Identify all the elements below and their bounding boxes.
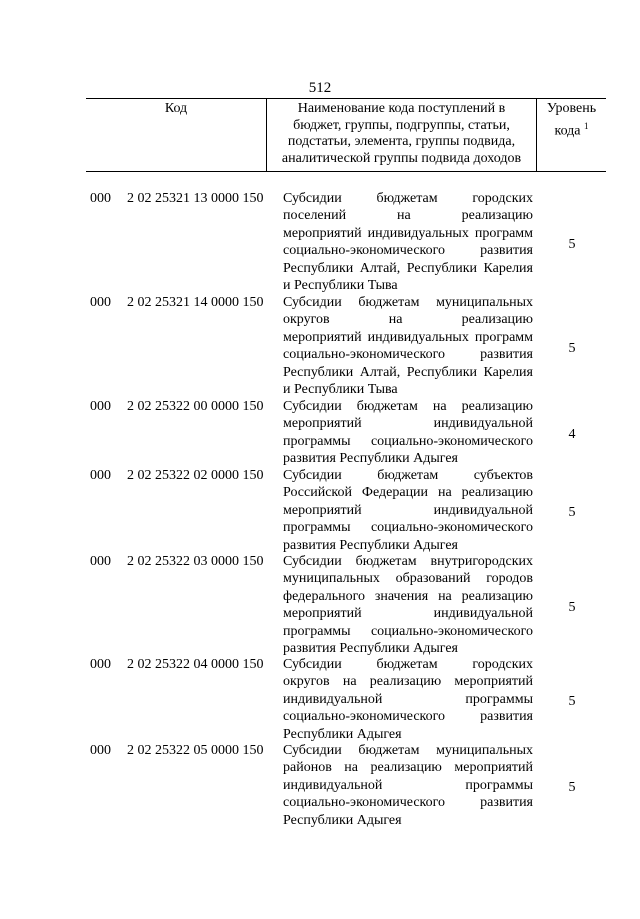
income-name-line: округов на реализацию <box>283 312 533 328</box>
income-code: 2 02 25322 00 0000 150 <box>127 399 264 414</box>
header-level <box>537 101 606 140</box>
income-name-line: мероприятий индивидуальной <box>283 606 533 622</box>
income-name-line: социально-экономического развития <box>283 347 533 363</box>
header-name-line: подстатьи, элемента, группы подвида, <box>287 134 516 149</box>
classifier-code: 000 <box>90 657 111 672</box>
income-name-line: и Республики Тыва <box>283 382 398 398</box>
income-name-line: Субсидии бюджетам на реализацию <box>283 399 533 414</box>
income-name-line: федерального значения на реализацию <box>283 588 533 604</box>
income-name-line: Субсидии бюджетам муниципальных <box>283 295 533 310</box>
header-code: Код <box>164 101 188 116</box>
income-name-line: округов на реализацию мероприятий <box>283 674 533 690</box>
table-header <box>86 98 606 172</box>
header-name <box>267 101 536 167</box>
header-name-line: аналитической группы подвида доходов <box>281 150 522 166</box>
income-name-line: социально-экономического развития <box>283 709 533 725</box>
code-level: 5 <box>568 237 576 252</box>
income-name <box>283 656 533 743</box>
header-level-text: кода <box>554 123 581 139</box>
income-name-line: мероприятий индивидуальной <box>283 502 533 518</box>
income-name-line: развития Республики Адыгея <box>283 641 458 657</box>
classifier-code: 000 <box>90 191 111 206</box>
code-level: 5 <box>568 600 576 615</box>
income-code: 2 02 25322 03 0000 150 <box>127 554 264 569</box>
income-name-line: районов на реализацию мероприятий <box>283 760 533 776</box>
classifier-code: 000 <box>90 468 111 483</box>
income-name-line: Субсидии бюджетам муниципальных <box>283 743 533 758</box>
income-code: 2 02 25322 04 0000 150 <box>127 657 264 672</box>
income-name-line: Субсидии бюджетам городских <box>283 657 533 672</box>
income-name-line: программы социально-экономического <box>283 623 533 639</box>
income-name-line: Российской Федерации на реализацию <box>283 485 533 501</box>
income-code: 2 02 25321 14 0000 150 <box>127 295 264 310</box>
classifier-code: 000 <box>90 743 111 758</box>
income-name-line: развития Республики Адыгея <box>283 451 458 467</box>
code-level: 5 <box>568 341 576 356</box>
page-number: 512 <box>308 80 332 96</box>
income-name-line: Субсидии бюджетам субъектов <box>283 468 533 483</box>
header-level-line <box>537 118 606 140</box>
income-name-line: Субсидии бюджетам внутригородских <box>283 554 533 569</box>
income-name <box>283 467 533 554</box>
code-level: 5 <box>568 505 576 520</box>
code-level: 4 <box>568 427 576 442</box>
income-name-line: программы социально-экономического <box>283 520 533 536</box>
header-level-line: Уровень <box>546 101 597 116</box>
income-name-line: развития Республики Адыгея <box>283 537 458 553</box>
income-name-line: программы социально-экономического <box>283 433 533 449</box>
income-name-line: мероприятий индивидуальной <box>283 416 533 432</box>
income-name-line: Республики Алтай, Республики Карелия <box>283 260 533 276</box>
income-name-line: Республики Адыгея <box>283 726 402 742</box>
income-code: 2 02 25322 05 0000 150 <box>127 743 264 758</box>
code-level: 5 <box>568 780 576 795</box>
income-name-line: мероприятий индивидуальных программ <box>283 329 533 345</box>
classifier-code: 000 <box>90 399 111 414</box>
income-name-line: социально-экономического развития <box>283 243 533 259</box>
header-name-line: Наименование кода поступлений в <box>297 101 506 116</box>
income-code: 2 02 25321 13 0000 150 <box>127 191 264 206</box>
code-level: 5 <box>568 694 576 709</box>
income-name-line: индивидуальной программы <box>283 777 533 793</box>
income-name <box>283 553 533 657</box>
income-name <box>283 398 533 468</box>
footnote-marker: 1 <box>584 120 589 131</box>
income-name-line: мероприятий индивидуальных программ <box>283 225 533 241</box>
income-name-line: Республики Алтай, Республики Карелия <box>283 364 533 380</box>
income-name-line: муниципальных образований городов <box>283 571 533 587</box>
header-name-line: бюджет, группы, подгруппы, статьи, <box>293 117 510 133</box>
classifier-code: 000 <box>90 295 111 310</box>
income-name-line: поселений на реализацию <box>283 208 533 224</box>
income-name <box>283 742 533 829</box>
income-name <box>283 190 533 294</box>
income-name-line: и Республики Тыва <box>283 278 398 294</box>
income-name-line: индивидуальной программы <box>283 691 533 707</box>
income-code: 2 02 25322 02 0000 150 <box>127 468 264 483</box>
income-name-line: социально-экономического развития <box>283 795 533 811</box>
classifier-code: 000 <box>90 554 111 569</box>
income-name-line: Субсидии бюджетам городских <box>283 191 533 206</box>
income-name-line: Республики Адыгея <box>283 812 402 828</box>
income-name <box>283 294 533 398</box>
